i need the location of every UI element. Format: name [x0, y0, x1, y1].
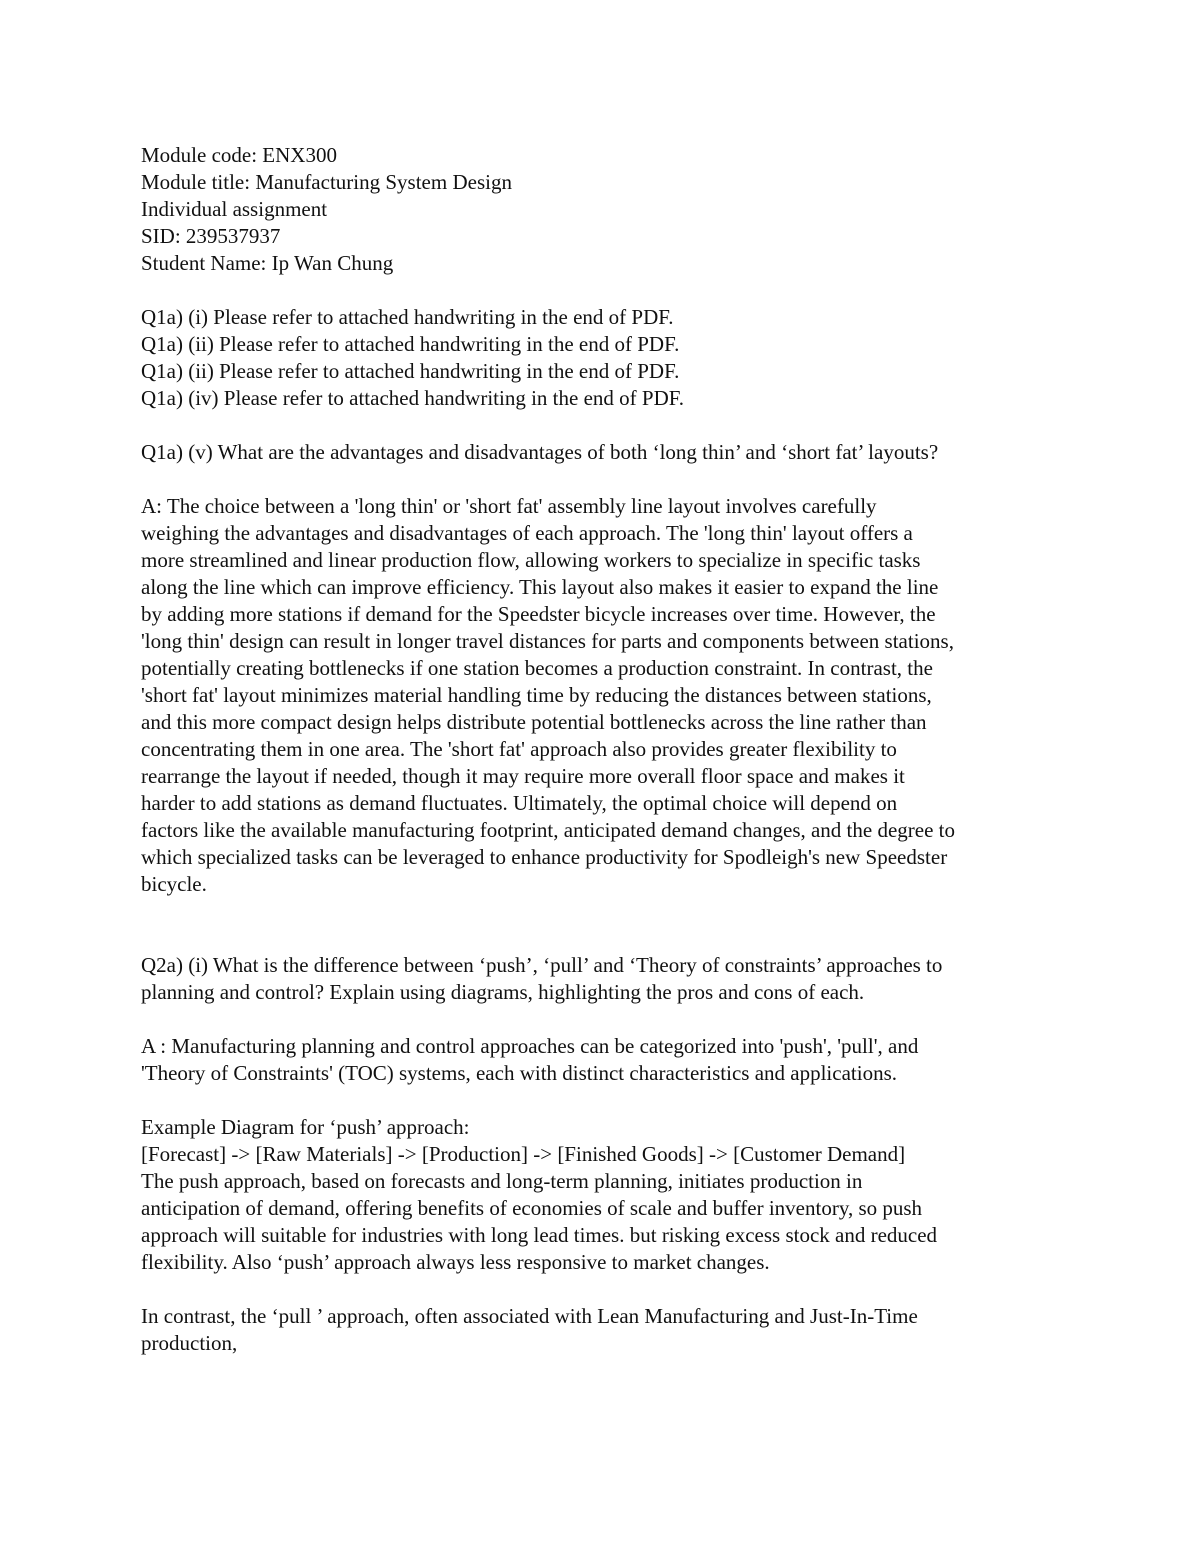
module-code: Module code: ENX300 — [141, 143, 337, 167]
answer-line: A : Manufacturing planning and control approaches can be categorized into 'push', 'pull', and — [141, 1034, 919, 1058]
answer-line: 'Theory of Constraints' (TOC) systems, each with distinct characteristics and applications. — [141, 1061, 897, 1085]
q1a-v-answer — [141, 493, 1071, 898]
spacer — [141, 412, 1071, 439]
question-line: Q2a) (i) What is the difference between ‘push’, ‘pull’ and ‘Theory of constraints’ approaches to — [141, 953, 943, 977]
q2a-i-answer-intro — [141, 1033, 1071, 1087]
answer-line: The push approach, based on forecasts and long-term planning, initiates production in — [141, 1169, 863, 1193]
spacer — [141, 1006, 1071, 1033]
q1a-i-reference: Q1a) (i) Please refer to attached handwriting in the end of PDF. — [141, 305, 674, 329]
q1a-ii-reference: Q1a) (ii) Please refer to attached handwriting in the end of PDF. — [141, 332, 680, 356]
answer-line: rearrange the layout if needed, though it may require more overall floor space and makes it — [141, 764, 905, 788]
answer-line: and this more compact design helps distribute potential bottlenecks across the line rather than — [141, 710, 927, 734]
answer-line: weighing the advantages and disadvantages of each approach. The 'long thin' layout offers a — [141, 521, 913, 545]
answer-line: In contrast, the ‘pull ’ approach, often associated with Lean Manufacturing and Just-In-Time — [141, 1304, 918, 1328]
header-block — [141, 142, 1071, 277]
answer-line: potentially creating bottlenecks if one station becomes a production constraint. In contrast, the — [141, 656, 933, 680]
answer-line: production, — [141, 1331, 238, 1355]
q1a-iv-reference: Q1a) (iv) Please refer to attached handwriting in the end of PDF. — [141, 386, 684, 410]
answer-line: by adding more stations if demand for the Speedster bicycle increases over time. However, the — [141, 602, 936, 626]
answer-line: 'long thin' design can result in longer travel distances for parts and components between stations, — [141, 629, 954, 653]
answer-line: which specialized tasks can be leveraged to enhance productivity for Spodleigh's new Speedster — [141, 845, 948, 869]
answer-line: along the line which can improve efficiency. This layout also makes it easier to expand the line — [141, 575, 939, 599]
module-title: Module title: Manufacturing System Design — [141, 170, 512, 194]
answer-line: 'short fat' layout minimizes material handling time by reducing the distances between stations, — [141, 683, 932, 707]
student-id: SID: 239537937 — [141, 224, 281, 248]
q2a-i-question — [141, 952, 1071, 1006]
answer-line: anticipation of demand, offering benefits of economies of scale and buffer inventory, so push — [141, 1196, 923, 1220]
answer-line: approach will suitable for industries with long lead times. but risking excess stock and reduced — [141, 1223, 938, 1247]
answer-line: flexibility. Also ‘push’ approach always less responsive to market changes. — [141, 1250, 770, 1274]
answer-line: concentrating them in one area. The 'short fat' approach also provides greater flexibility to — [141, 737, 897, 761]
student-name: Student Name: Ip Wan Chung — [141, 251, 394, 275]
answer-line: bicycle. — [141, 872, 207, 896]
assignment-type: Individual assignment — [141, 197, 328, 221]
push-diagram-flow: [Forecast] -> [Raw Materials] -> [Production] -> [Finished Goods] -> [Customer Demand] — [141, 1142, 906, 1166]
spacer — [141, 466, 1071, 493]
answer-line: more streamlined and linear production flow, allowing workers to specialize in specific tasks — [141, 548, 921, 572]
spacer — [141, 898, 1071, 952]
q1a-iii-reference: Q1a) (ii) Please refer to attached handwriting in the end of PDF. — [141, 359, 680, 383]
spacer — [141, 1276, 1071, 1303]
document-body — [141, 142, 1071, 1357]
pull-approach-section — [141, 1303, 1071, 1357]
answer-line: factors like the available manufacturing footprint, anticipated demand changes, and the degree to — [141, 818, 956, 842]
answer-line: A: The choice between a 'long thin' or 'short fat' assembly line layout involves carefully — [141, 494, 877, 518]
q1a-v-question: Q1a) (v) What are the advantages and disadvantages of both ‘long thin’ and ‘short fat’ layouts? — [141, 440, 939, 464]
q1-references — [141, 304, 1071, 412]
spacer — [141, 1087, 1071, 1114]
push-diagram-heading: Example Diagram for ‘push’ approach: — [141, 1115, 470, 1139]
spacer — [141, 277, 1071, 304]
question-line: planning and control? Explain using diagrams, highlighting the pros and cons of each. — [141, 980, 865, 1004]
answer-line: harder to add stations as demand fluctuates. Ultimately, the optimal choice will depend on — [141, 791, 898, 815]
push-approach-section — [141, 1114, 1071, 1276]
